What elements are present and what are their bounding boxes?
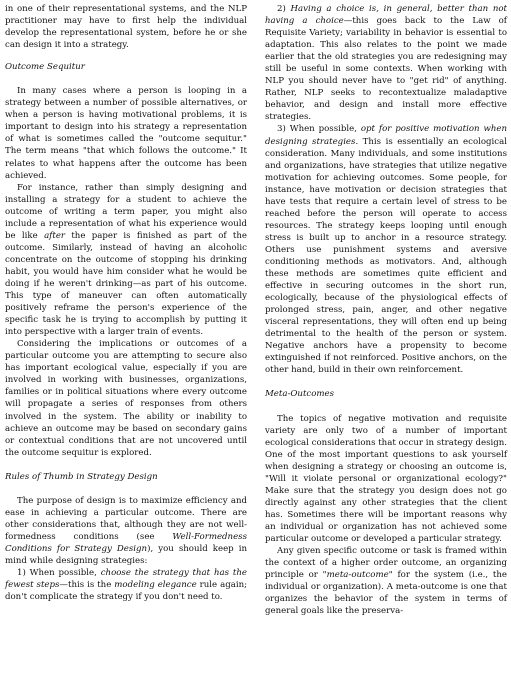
emphasis: after: [44, 230, 66, 241]
section-heading-rules-of-thumb: Rules of Thumb in Strategy Design: [5, 471, 158, 482]
paragraph: [265, 545, 507, 617]
emphasis: modeling elegance: [114, 580, 197, 591]
emphasis: choose the strategy that has the fewest steps: [5, 568, 247, 591]
text-run: Any given specific outcome or task is framed within the context of a higher order outcome, an organizing principle or ": [265, 546, 507, 581]
right-column: [265, 3, 507, 695]
section-heading-meta-outcomes: Meta-Outcomes: [265, 389, 335, 400]
text-run: —this is the: [59, 580, 115, 591]
emphasis: meta-outcome: [326, 570, 389, 581]
text-run: 3) When possible,: [277, 124, 361, 135]
paragraph: [5, 495, 247, 567]
emphasis: opt for positive motivation when designing strategies: [265, 124, 507, 147]
text-run: 2): [277, 4, 291, 14]
text-run: —this goes back to the Law of Requisite Variety; variability in behavior is essential to adaptation. This also relates to the point we made earlier that the old strategies you are redesigning may still be useful in some contexts. When working with NLP you should never have to "get rid" of anything. Rather, NLP seeks to recontextualize maladaptive behavior, and design and install more effective strategies.: [265, 16, 507, 123]
section-heading-outcome-sequitur: Outcome Sequitur: [5, 62, 85, 73]
paragraph: in one of their representational systems, and the NLP practitioner may have to first help the individual develop the representational system, before he or she can design it into a strategy.: [5, 4, 247, 51]
paragraph: [5, 567, 247, 603]
paragraph: [265, 123, 507, 376]
paragraph: [265, 3, 507, 123]
left-column: [5, 3, 247, 695]
text-run: ), you should keep in mind while designing strategies:: [5, 543, 247, 566]
emphasis: Having a choice is, in general, better than not having a choice: [265, 4, 507, 27]
text-run: " for the system (i.e., the individual or organization). A meta-outcome is one that organizes the behavior of the system in terms of general goals like the preserva-: [265, 570, 507, 617]
emphasis: Well-Formedness Conditions for Strategy Design: [5, 531, 247, 554]
paragraph: Considering the implications or outcomes of a particular outcome you are attempting to secure also has important ecological value, especially if you are involved in working with businesses, organizations, families or in political situations where every outcome will propagate a series of responses from others involved in the system. The ability or inability to achieve an outcome may be based on secondary gains or contextual conditions that are not uncovered until the outcome sequitur is explored.: [5, 339, 247, 458]
paragraph: The topics of negative motivation and requisite variety are only two of a number of important ecological considerations that occur in strategy design. One of the most important questions to ask yourself when designing a strategy or choosing an outcome is, "Will it violate personal or organizational ecology?" Make sure that the strategy you design does not go directly against any other strategies that the client has. Sometimes there will be important reasons why an individual or organization has not achieved some particular outcome or developed a particular strategy.: [265, 413, 507, 544]
text-run: the paper is finished as part of the outcome. Similarly, instead of having an alcoholic concentrate on the outcome of stopping his drinking habit, you would have him consider what he would be doing if he weren't drinking—as part of his outcome. This type of maneuver can often automatically positively reframe the person's experience of the specific task he is trying to accomplish by putting it into perspective with a larger train of events.: [5, 230, 247, 338]
paragraph: In many cases where a person is looping in a strategy between a number of possible alternatives, or when a person is having motivational problems, it is important to design into his strategy a representation of what is sometimes called the "outcome sequitur." The term means "that which follows the outcome." It relates to what happens after the outcome has been achieved.: [5, 86, 247, 181]
text-run: . This is essentially an ecological consideration. Many individuals, and some institutions and organizations, have strategies that utilize negative motivation for achieving outcomes. Some people, for instance, have motivation or decision strategies that have tests that require a certain level of stress to be reached before the person will operate to access resources. The strategy keeps looping until enough stress is built up to anchor in a resource strategy. Others use punishment systems and aversive conditioning methods as motivators. And, although these methods are sometimes quite efficient and effective in securing outcomes in the short run, ecologically, because of the physiological effects of prolonged stress, pain, anger, and other negative visceral representations, they will often end up being detrimental to the health of the person or system. Negative anchors have a propensity to become extinguished if not reinforced. Positive anchors, on the other hand, build in their own reinforcement.: [265, 136, 507, 376]
text-run: For instance, rather than simply designing and installing a strategy for a student to achieve the outcome of writing a term paper, you might also include a representation of what his experience would be like: [5, 182, 247, 241]
text-run: The purpose of design is to maximize efficiency and ease in achieving a particular outcome. There are other considerations that, although they are not well-formedness conditions (see: [5, 495, 247, 542]
paragraph: [5, 182, 247, 339]
text-run: 1) When possible,: [17, 568, 101, 579]
text-run: rule again; don't complicate the strategy if you don't need to.: [5, 580, 248, 603]
